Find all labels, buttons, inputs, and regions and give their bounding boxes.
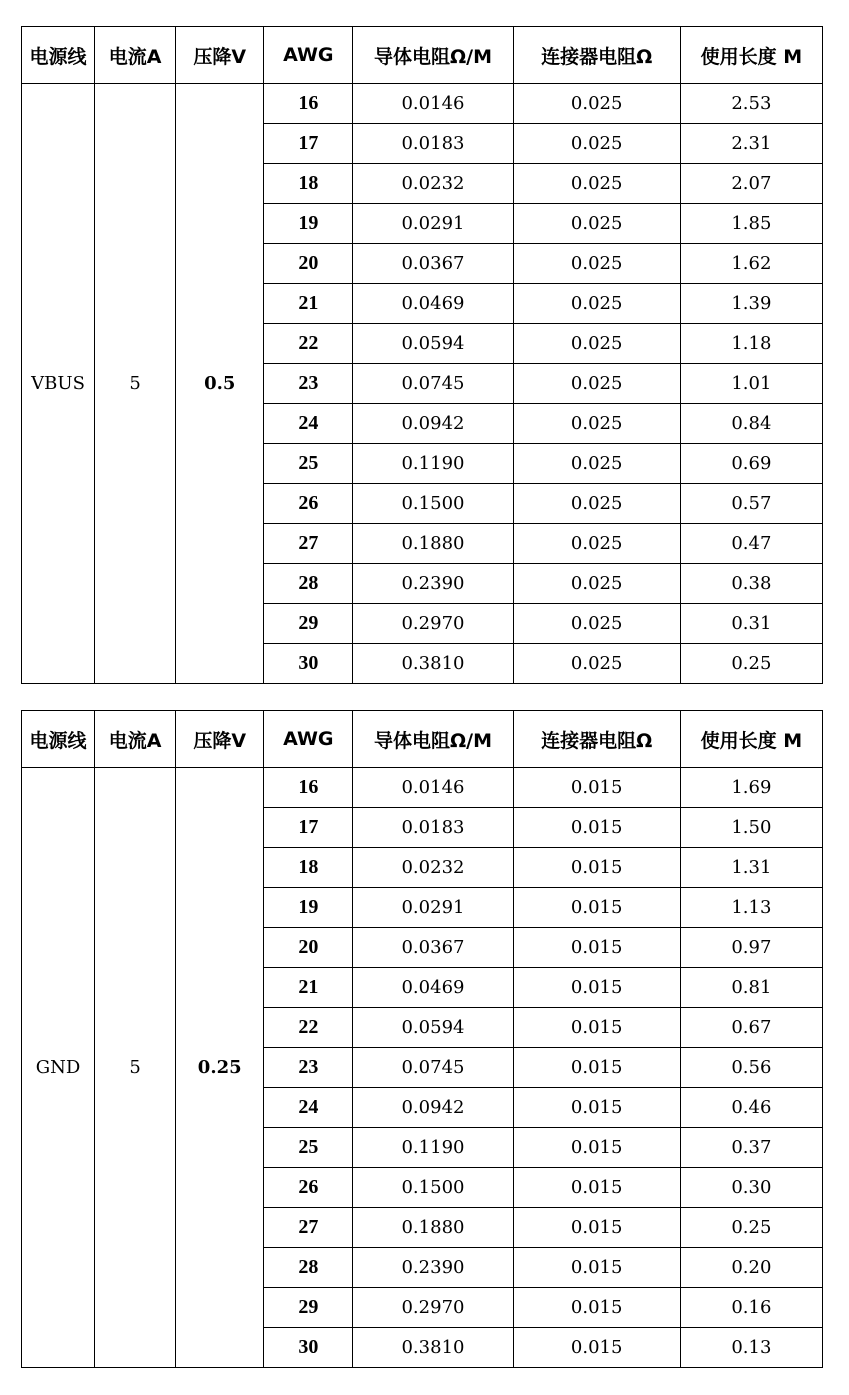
conductor-resistance-cell: 0.0291 xyxy=(353,204,513,244)
usable-length-cell: 1.01 xyxy=(680,364,822,404)
conductor-resistance-cell: 0.0146 xyxy=(353,768,513,808)
conductor-resistance-cell: 0.0594 xyxy=(353,1008,513,1048)
power-line-cell: VBUS xyxy=(22,84,95,684)
connector-resistance-cell: 0.025 xyxy=(513,404,680,444)
conductor-resistance-cell: 0.1880 xyxy=(353,524,513,564)
usable-length-cell: 1.50 xyxy=(680,808,822,848)
current-cell: 5 xyxy=(95,768,176,1368)
conductor-resistance-cell: 0.2970 xyxy=(353,1288,513,1328)
awg-cell: 25 xyxy=(264,444,353,484)
conductor-resistance-cell: 0.0183 xyxy=(353,124,513,164)
connector-resistance-cell: 0.015 xyxy=(513,968,680,1008)
connector-resistance-cell: 0.025 xyxy=(513,324,680,364)
power-line-cell: GND xyxy=(22,768,95,1368)
usable-length-cell: 0.37 xyxy=(680,1128,822,1168)
awg-cell: 27 xyxy=(264,524,353,564)
awg-cell: 20 xyxy=(264,244,353,284)
connector-resistance-cell: 0.025 xyxy=(513,204,680,244)
conductor-resistance-cell: 0.0367 xyxy=(353,928,513,968)
awg-cell: 16 xyxy=(264,768,353,808)
awg-cell: 27 xyxy=(264,1208,353,1248)
awg-cell: 17 xyxy=(264,124,353,164)
usable-length-cell: 0.47 xyxy=(680,524,822,564)
conductor-resistance-cell: 0.1500 xyxy=(353,1168,513,1208)
awg-cell: 29 xyxy=(264,1288,353,1328)
usable-length-cell: 0.56 xyxy=(680,1048,822,1088)
header-awg: AWG xyxy=(264,711,353,768)
conductor-resistance-cell: 0.2390 xyxy=(353,564,513,604)
table-row xyxy=(22,768,823,808)
awg-cell: 19 xyxy=(264,888,353,928)
usable-length-cell: 2.53 xyxy=(680,84,822,124)
usable-length-cell: 1.39 xyxy=(680,284,822,324)
connector-resistance-cell: 0.025 xyxy=(513,524,680,564)
connector-resistance-cell: 0.015 xyxy=(513,1208,680,1248)
conductor-resistance-cell: 0.0146 xyxy=(353,84,513,124)
usable-length-cell: 0.81 xyxy=(680,968,822,1008)
conductor-resistance-cell: 0.0183 xyxy=(353,808,513,848)
vbus-table xyxy=(21,26,823,684)
awg-cell: 18 xyxy=(264,848,353,888)
header-power-line: 电源线 xyxy=(22,711,95,768)
usable-length-cell: 1.62 xyxy=(680,244,822,284)
connector-resistance-cell: 0.025 xyxy=(513,644,680,684)
header-voltage-drop: 压降V xyxy=(176,27,264,84)
usable-length-cell: 1.85 xyxy=(680,204,822,244)
conductor-resistance-cell: 0.2970 xyxy=(353,604,513,644)
usable-length-cell: 1.18 xyxy=(680,324,822,364)
header-row xyxy=(22,27,823,84)
voltage-drop-cell: 0.25 xyxy=(176,768,264,1368)
conductor-resistance-cell: 0.1500 xyxy=(353,484,513,524)
table-row xyxy=(22,84,823,124)
usable-length-cell: 0.67 xyxy=(680,1008,822,1048)
conductor-resistance-cell: 0.0232 xyxy=(353,164,513,204)
awg-cell: 21 xyxy=(264,284,353,324)
usable-length-cell: 1.31 xyxy=(680,848,822,888)
usable-length-cell: 2.07 xyxy=(680,164,822,204)
awg-cell: 21 xyxy=(264,968,353,1008)
awg-cell: 28 xyxy=(264,1248,353,1288)
connector-resistance-cell: 0.015 xyxy=(513,1048,680,1088)
usable-length-cell: 0.97 xyxy=(680,928,822,968)
awg-cell: 19 xyxy=(264,204,353,244)
awg-cell: 26 xyxy=(264,1168,353,1208)
header-current: 电流A xyxy=(95,27,176,84)
usable-length-cell: 0.57 xyxy=(680,484,822,524)
conductor-resistance-cell: 0.0469 xyxy=(353,284,513,324)
connector-resistance-cell: 0.025 xyxy=(513,484,680,524)
connector-resistance-cell: 0.015 xyxy=(513,1288,680,1328)
connector-resistance-cell: 0.015 xyxy=(513,1168,680,1208)
connector-resistance-cell: 0.015 xyxy=(513,1088,680,1128)
awg-cell: 20 xyxy=(264,928,353,968)
conductor-resistance-cell: 0.3810 xyxy=(353,644,513,684)
connector-resistance-cell: 0.015 xyxy=(513,808,680,848)
header-usable-length: 使用长度 M xyxy=(680,27,822,84)
conductor-resistance-cell: 0.0594 xyxy=(353,324,513,364)
awg-cell: 30 xyxy=(264,1328,353,1368)
awg-cell: 17 xyxy=(264,808,353,848)
awg-cell: 22 xyxy=(264,1008,353,1048)
usable-length-cell: 0.31 xyxy=(680,604,822,644)
usable-length-cell: 0.46 xyxy=(680,1088,822,1128)
connector-resistance-cell: 0.015 xyxy=(513,888,680,928)
usable-length-cell: 0.25 xyxy=(680,644,822,684)
conductor-resistance-cell: 0.1880 xyxy=(353,1208,513,1248)
usable-length-cell: 0.38 xyxy=(680,564,822,604)
connector-resistance-cell: 0.025 xyxy=(513,364,680,404)
connector-resistance-cell: 0.015 xyxy=(513,1128,680,1168)
usable-length-cell: 2.31 xyxy=(680,124,822,164)
connector-resistance-cell: 0.015 xyxy=(513,768,680,808)
usable-length-cell: 0.30 xyxy=(680,1168,822,1208)
awg-cell: 22 xyxy=(264,324,353,364)
connector-resistance-cell: 0.025 xyxy=(513,564,680,604)
header-voltage-drop: 压降V xyxy=(176,711,264,768)
conductor-resistance-cell: 0.0745 xyxy=(353,364,513,404)
header-current: 电流A xyxy=(95,711,176,768)
connector-resistance-cell: 0.025 xyxy=(513,604,680,644)
header-power-line: 电源线 xyxy=(22,27,95,84)
header-conductor-resistance: 导体电阻Ω/M xyxy=(353,27,513,84)
connector-resistance-cell: 0.025 xyxy=(513,284,680,324)
usable-length-cell: 1.13 xyxy=(680,888,822,928)
usable-length-cell: 0.25 xyxy=(680,1208,822,1248)
conductor-resistance-cell: 0.1190 xyxy=(353,1128,513,1168)
connector-resistance-cell: 0.015 xyxy=(513,1008,680,1048)
conductor-resistance-cell: 0.0367 xyxy=(353,244,513,284)
conductor-resistance-cell: 0.2390 xyxy=(353,1248,513,1288)
connector-resistance-cell: 0.025 xyxy=(513,244,680,284)
usable-length-cell: 0.84 xyxy=(680,404,822,444)
current-cell: 5 xyxy=(95,84,176,684)
connector-resistance-cell: 0.015 xyxy=(513,928,680,968)
conductor-resistance-cell: 0.3810 xyxy=(353,1328,513,1368)
awg-cell: 23 xyxy=(264,364,353,404)
conductor-resistance-cell: 0.0942 xyxy=(353,1088,513,1128)
usable-length-cell: 1.69 xyxy=(680,768,822,808)
header-connector-resistance: 连接器电阻Ω xyxy=(513,27,680,84)
conductor-resistance-cell: 0.0469 xyxy=(353,968,513,1008)
awg-cell: 23 xyxy=(264,1048,353,1088)
conductor-resistance-cell: 0.0291 xyxy=(353,888,513,928)
awg-cell: 28 xyxy=(264,564,353,604)
connector-resistance-cell: 0.025 xyxy=(513,444,680,484)
connector-resistance-cell: 0.015 xyxy=(513,1328,680,1368)
conductor-resistance-cell: 0.1190 xyxy=(353,444,513,484)
gnd-table xyxy=(21,710,823,1368)
connector-resistance-cell: 0.025 xyxy=(513,84,680,124)
conductor-resistance-cell: 0.0232 xyxy=(353,848,513,888)
awg-cell: 24 xyxy=(264,1088,353,1128)
awg-cell: 18 xyxy=(264,164,353,204)
connector-resistance-cell: 0.025 xyxy=(513,164,680,204)
awg-cell: 30 xyxy=(264,644,353,684)
awg-cell: 25 xyxy=(264,1128,353,1168)
header-connector-resistance: 连接器电阻Ω xyxy=(513,711,680,768)
conductor-resistance-cell: 0.0745 xyxy=(353,1048,513,1088)
awg-cell: 29 xyxy=(264,604,353,644)
connector-resistance-cell: 0.015 xyxy=(513,1248,680,1288)
header-row xyxy=(22,711,823,768)
usable-length-cell: 0.16 xyxy=(680,1288,822,1328)
conductor-resistance-cell: 0.0942 xyxy=(353,404,513,444)
usable-length-cell: 0.13 xyxy=(680,1328,822,1368)
usable-length-cell: 0.20 xyxy=(680,1248,822,1288)
header-awg: AWG xyxy=(264,27,353,84)
header-usable-length: 使用长度 M xyxy=(680,711,822,768)
connector-resistance-cell: 0.025 xyxy=(513,124,680,164)
awg-cell: 24 xyxy=(264,404,353,444)
voltage-drop-cell: 0.5 xyxy=(176,84,264,684)
usable-length-cell: 0.69 xyxy=(680,444,822,484)
awg-cell: 26 xyxy=(264,484,353,524)
awg-cell: 16 xyxy=(264,84,353,124)
connector-resistance-cell: 0.015 xyxy=(513,848,680,888)
header-conductor-resistance: 导体电阻Ω/M xyxy=(353,711,513,768)
